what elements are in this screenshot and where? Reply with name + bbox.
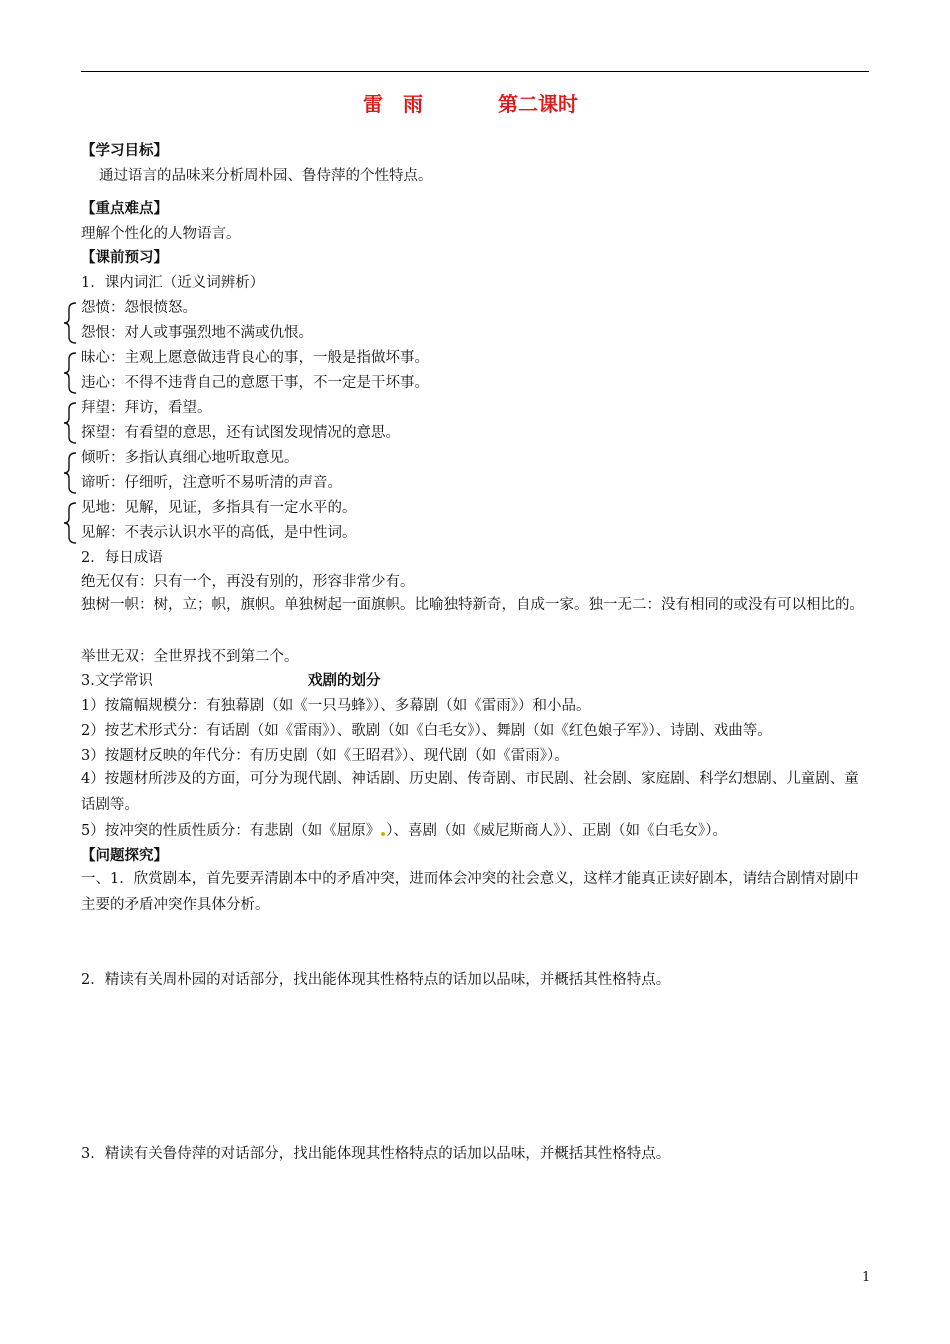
title-lesson: 第二课时 [498,92,578,116]
lit-item: 2）按艺术形式分：有话剧（如《雷雨》）、歌剧（如《白毛女》）、舞剧（如《红色娘子军》）、诗剧、戏曲等。 [81,723,772,739]
idiom-heading: 2．每日成语 [81,550,163,566]
vocab-item: 违心：不得不违背自己的意愿干事，不一定是干坏事。 [81,375,429,391]
brace-icon [62,451,78,495]
page-number: 1 [862,1270,871,1285]
title-lei-yu: 雷 雨 [363,92,423,116]
question-3: 3．精读有关鲁侍萍的对话部分，找出能体现其性格特点的话加以品味，并概括其性格特点。 [81,1146,671,1162]
vocab-heading: 1．课内词汇（近义词辨析） [81,275,265,291]
vocab-item: 拜望：拜访，看望。 [81,400,212,416]
vocab-item: 怨愤：怨恨愤怒。 [81,300,197,316]
lit-item-part: 5）按冲突的性质性质分：有悲剧（如《屈原》 [81,823,381,839]
question-1: 一、1．欣赏剧本，首先要弄清剧本中的矛盾冲突，进而体会冲突的社会意义，这样才能真正读好剧本，请结合剧情对剧中主要的矛盾冲突作具体分析。 [81,871,859,913]
lit-item-part: ）、喜剧（如《威尼斯商人》）、正剧（如《白毛女》）。 [386,823,727,839]
focus-text: 理解个性化的人物语言。 [81,226,241,242]
vocab-item: 怨恨：对人或事强烈地不满或仇恨。 [81,325,313,341]
focus-heading: 【重点难点】 [81,201,168,217]
vocab-item: 探望：有看望的意思，还有试图发现情况的意思。 [81,425,400,441]
vocab-item: 倾听：多指认真细心地听取意见。 [81,450,299,466]
vocab-item: 见解：不表示认识水平的高低，是中性词。 [81,525,357,541]
lit-item: 1）按篇幅规模分：有独幕剧（如《一只马蜂》）、多幕剧（如《雷雨》）和小品。 [81,698,591,714]
lit-item: 3）按题材反映的年代分：有历史剧（如《王昭君》）、现代剧（如《雷雨》）。 [81,748,569,764]
preview-heading: 【课前预习】 [81,250,168,266]
explore-heading: 【问题探究】 [81,848,168,864]
brace-icon [62,401,78,445]
vocab-item: 谛听：仔细听，注意听不易听清的声音。 [81,475,342,491]
brace-icon [62,301,78,345]
header-rule [81,71,869,72]
lit-item: 4）按题材所涉及的方面，可分为现代剧、神话剧、历史剧、传奇剧、市民剧、社会剧、家庭剧、科学幻想剧、儿童剧、童话剧等。 [81,771,859,813]
lit-heading: 3.文学常识 [81,673,153,689]
lit-item [81,821,727,841]
brace-icon [62,351,78,395]
vocab-item: 见地：见解，见证，多指具有一定水平的。 [81,500,357,516]
brace-icon [62,501,78,545]
dot-mark [381,832,385,836]
idiom-text: 举世无双：全世界找不到第二个。 [81,649,299,665]
vocab-item: 昧心：主观上愿意做违背良心的事，一般是指做坏事。 [81,350,429,366]
lit-subtitle: 戏剧的划分 [308,673,381,689]
goal-heading: 【学习目标】 [81,143,168,159]
question-2: 2．精读有关周朴园的对话部分，找出能体现其性格特点的话加以品味，并概括其性格特点。 [81,972,671,988]
goal-text: 通过语言的品味来分析周朴园、鲁侍萍的个性特点。 [99,168,433,184]
idiom-text: 独树一帜：树，立；帜，旗帜。单独树起一面旗帜。比喻独特新奇，自成一家。独一无二：没有相同的或没有可以相比的。 [81,597,864,613]
idiom-text: 绝无仅有：只有一个，再没有别的，形容非常少有。 [81,574,415,590]
